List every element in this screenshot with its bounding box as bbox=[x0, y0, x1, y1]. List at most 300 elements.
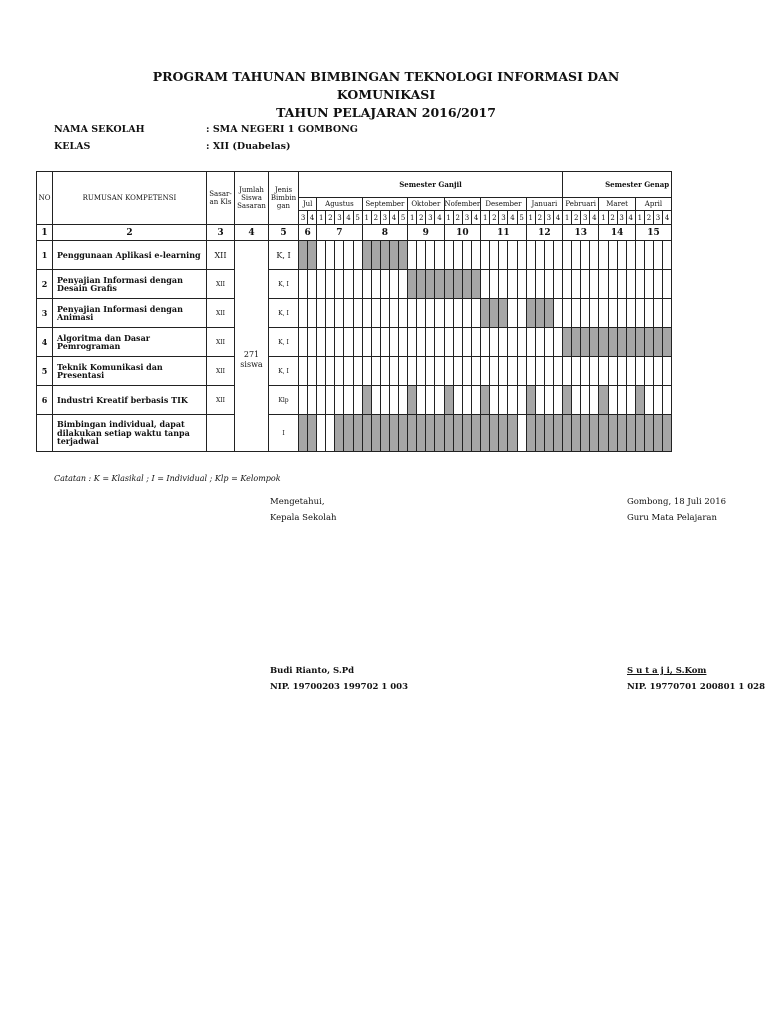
schedule-cell bbox=[608, 270, 617, 299]
month-column-number: 11 bbox=[481, 225, 526, 241]
schedule-cell bbox=[444, 241, 453, 270]
month-column-number: 12 bbox=[526, 225, 562, 241]
schedule-cell bbox=[399, 241, 408, 270]
schedule-cell bbox=[481, 270, 490, 299]
schedule-cell bbox=[389, 415, 398, 452]
schedule-cell bbox=[635, 328, 644, 357]
schedule-cell bbox=[590, 270, 599, 299]
schedule-cell bbox=[353, 386, 362, 415]
schedule-cell bbox=[572, 241, 581, 270]
schedule-cell bbox=[535, 299, 544, 328]
week-number: 5 bbox=[517, 211, 526, 225]
schedule-cell bbox=[362, 241, 371, 270]
row-no: 3 bbox=[37, 299, 53, 328]
schedule-cell bbox=[553, 328, 562, 357]
schedule-cell bbox=[380, 328, 389, 357]
sign-left-line2: Kepala Sekolah bbox=[270, 513, 337, 523]
row-kelas: XII bbox=[207, 357, 235, 386]
schedule-cell bbox=[626, 386, 635, 415]
week-number: 1 bbox=[317, 211, 326, 225]
schedule-cell bbox=[635, 270, 644, 299]
schedule-cell bbox=[535, 241, 544, 270]
schedule-cell bbox=[462, 270, 471, 299]
row-kompetensi: Bimbingan individual, dapat dilakukan setiap waktu tanpa terjadwal bbox=[53, 415, 207, 452]
row-no: 6 bbox=[37, 386, 53, 415]
row-kelas bbox=[207, 415, 235, 452]
program-table bbox=[36, 171, 672, 452]
schedule-cell bbox=[399, 415, 408, 452]
schedule-cell bbox=[526, 415, 535, 452]
schedule-cell bbox=[389, 270, 398, 299]
schedule-cell bbox=[435, 328, 444, 357]
week-number: 3 bbox=[544, 211, 553, 225]
schedule-cell bbox=[635, 241, 644, 270]
schedule-cell bbox=[653, 299, 662, 328]
month-header: Januari bbox=[526, 198, 562, 211]
month-column-number: 9 bbox=[408, 225, 444, 241]
sign-right-name: S u t a j i, S.Kom bbox=[627, 666, 707, 676]
jumlah-siswa: 271 siswa bbox=[235, 270, 269, 452]
schedule-cell bbox=[417, 357, 426, 386]
header-sasaran: Sasar-an Kls bbox=[207, 172, 235, 225]
week-number: 2 bbox=[644, 211, 653, 225]
schedule-cell bbox=[644, 415, 653, 452]
row-jenis: K, I bbox=[269, 328, 299, 357]
header-kompetensi: RUMUSAN KOMPETENSI bbox=[53, 172, 207, 225]
schedule-cell bbox=[362, 270, 371, 299]
schedule-cell bbox=[299, 328, 308, 357]
schedule-cell bbox=[344, 386, 353, 415]
schedule-cell bbox=[426, 386, 435, 415]
week-number: 1 bbox=[526, 211, 535, 225]
schedule-cell bbox=[380, 299, 389, 328]
week-number: 4 bbox=[308, 211, 317, 225]
schedule-cell bbox=[371, 270, 380, 299]
schedule-cell bbox=[590, 386, 599, 415]
schedule-cell bbox=[408, 299, 417, 328]
schedule-cell bbox=[517, 241, 526, 270]
schedule-cell bbox=[299, 241, 308, 270]
schedule-cell bbox=[644, 270, 653, 299]
schedule-cell bbox=[481, 386, 490, 415]
week-number: 5 bbox=[399, 211, 408, 225]
schedule-cell bbox=[663, 241, 672, 270]
schedule-cell bbox=[326, 299, 335, 328]
schedule-cell bbox=[563, 386, 572, 415]
month-column-number: 10 bbox=[444, 225, 481, 241]
schedule-cell bbox=[408, 357, 417, 386]
schedule-cell bbox=[335, 241, 344, 270]
schedule-cell bbox=[508, 386, 517, 415]
schedule-cell bbox=[644, 386, 653, 415]
schedule-cell bbox=[426, 241, 435, 270]
schedule-cell bbox=[517, 328, 526, 357]
schedule-cell bbox=[435, 270, 444, 299]
row-kompetensi: Penyajian Informasi dengan Desain Grafis bbox=[53, 270, 207, 299]
schedule-cell bbox=[563, 299, 572, 328]
week-number: 1 bbox=[444, 211, 453, 225]
header-semester-ganjil: Semester Ganjil bbox=[299, 172, 563, 198]
schedule-cell bbox=[453, 270, 462, 299]
schedule-cell bbox=[389, 386, 398, 415]
week-number: 2 bbox=[371, 211, 380, 225]
schedule-cell bbox=[581, 415, 590, 452]
schedule-cell bbox=[435, 299, 444, 328]
schedule-cell bbox=[626, 241, 635, 270]
schedule-cell bbox=[344, 357, 353, 386]
week-number: 1 bbox=[408, 211, 417, 225]
sign-left-name: Budi Rianto, S.Pd bbox=[270, 666, 355, 676]
info-school bbox=[54, 124, 358, 135]
sign-left-line1: Mengetahui, bbox=[270, 497, 325, 507]
schedule-cell bbox=[371, 241, 380, 270]
schedule-cell bbox=[435, 386, 444, 415]
week-number: 2 bbox=[417, 211, 426, 225]
schedule-cell bbox=[380, 270, 389, 299]
schedule-cell bbox=[444, 299, 453, 328]
row-kompetensi: Penggunaan Aplikasi e-learning bbox=[53, 241, 207, 270]
row-no: 4 bbox=[37, 328, 53, 357]
schedule-cell bbox=[563, 270, 572, 299]
schedule-cell bbox=[308, 241, 317, 270]
schedule-cell bbox=[526, 328, 535, 357]
schedule-cell bbox=[663, 270, 672, 299]
schedule-cell bbox=[608, 386, 617, 415]
week-number: 3 bbox=[653, 211, 662, 225]
schedule-cell bbox=[563, 357, 572, 386]
schedule-cell bbox=[371, 299, 380, 328]
schedule-cell bbox=[490, 270, 499, 299]
schedule-cell bbox=[380, 357, 389, 386]
info-school-value: : SMA NEGERI 1 GOMBONG bbox=[206, 124, 358, 135]
row-jenis: K, I bbox=[269, 357, 299, 386]
month-column-number: 15 bbox=[635, 225, 671, 241]
schedule-cell bbox=[553, 299, 562, 328]
schedule-cell bbox=[326, 270, 335, 299]
schedule-cell bbox=[399, 328, 408, 357]
schedule-cell bbox=[608, 357, 617, 386]
schedule-cell bbox=[326, 357, 335, 386]
schedule-cell bbox=[626, 328, 635, 357]
month-column-number: 7 bbox=[317, 225, 362, 241]
schedule-cell bbox=[590, 415, 599, 452]
schedule-cell bbox=[444, 386, 453, 415]
sign-right-line2: Guru Mata Pelajaran bbox=[627, 513, 717, 523]
schedule-cell bbox=[517, 415, 526, 452]
schedule-cell bbox=[517, 270, 526, 299]
schedule-cell bbox=[553, 415, 562, 452]
schedule-cell bbox=[608, 328, 617, 357]
month-header: Oktober bbox=[408, 198, 444, 211]
row-kompetensi: Teknik Komunikasi dan Presentasi bbox=[53, 357, 207, 386]
schedule-cell bbox=[508, 328, 517, 357]
month-header: Maret bbox=[599, 198, 635, 211]
schedule-cell bbox=[599, 415, 608, 452]
schedule-cell bbox=[663, 328, 672, 357]
schedule-cell bbox=[653, 328, 662, 357]
schedule-cell bbox=[490, 386, 499, 415]
schedule-cell bbox=[608, 299, 617, 328]
schedule-cell bbox=[635, 386, 644, 415]
week-number: 3 bbox=[380, 211, 389, 225]
schedule-cell bbox=[553, 357, 562, 386]
schedule-cell bbox=[317, 386, 326, 415]
schedule-cell bbox=[490, 415, 499, 452]
schedule-cell bbox=[462, 357, 471, 386]
schedule-cell bbox=[572, 386, 581, 415]
week-number: 4 bbox=[508, 211, 517, 225]
schedule-cell bbox=[544, 270, 553, 299]
schedule-cell bbox=[663, 299, 672, 328]
month-column-number: 8 bbox=[362, 225, 407, 241]
schedule-cell bbox=[544, 241, 553, 270]
row-no: 2 bbox=[37, 270, 53, 299]
schedule-cell bbox=[626, 299, 635, 328]
signature-right-name bbox=[627, 663, 765, 695]
schedule-cell bbox=[426, 357, 435, 386]
schedule-cell bbox=[453, 241, 462, 270]
week-number: 3 bbox=[499, 211, 508, 225]
schedule-cell bbox=[553, 241, 562, 270]
schedule-cell bbox=[299, 386, 308, 415]
schedule-cell bbox=[389, 241, 398, 270]
schedule-cell bbox=[453, 357, 462, 386]
schedule-cell bbox=[417, 241, 426, 270]
schedule-cell bbox=[344, 270, 353, 299]
schedule-cell bbox=[644, 241, 653, 270]
schedule-cell bbox=[380, 415, 389, 452]
schedule-cell bbox=[362, 357, 371, 386]
schedule-cell bbox=[572, 415, 581, 452]
schedule-cell bbox=[508, 241, 517, 270]
legend-note: Catatan : K = Klasikal ; I = Individual ; Klp = Kelompok bbox=[54, 474, 281, 483]
schedule-cell bbox=[462, 386, 471, 415]
week-number: 4 bbox=[663, 211, 672, 225]
schedule-cell bbox=[617, 386, 626, 415]
schedule-cell bbox=[408, 270, 417, 299]
header-jumlah: Jumlah Siswa Sasaran bbox=[235, 172, 269, 225]
schedule-cell bbox=[599, 328, 608, 357]
schedule-cell bbox=[490, 241, 499, 270]
month-column-number: 6 bbox=[299, 225, 317, 241]
week-number: 2 bbox=[572, 211, 581, 225]
table-row bbox=[37, 386, 672, 415]
month-header: Agustus bbox=[317, 198, 362, 211]
month-header: Nofember bbox=[444, 198, 481, 211]
info-class-label: KELAS bbox=[54, 141, 91, 152]
schedule-cell bbox=[472, 357, 481, 386]
schedule-cell bbox=[590, 299, 599, 328]
schedule-cell bbox=[371, 386, 380, 415]
schedule-cell bbox=[417, 270, 426, 299]
title-line-2: TAHUN PELAJARAN 2016/2017 bbox=[276, 105, 496, 120]
sign-left-nip: NIP. 19700203 199702 1 003 bbox=[270, 682, 408, 692]
schedule-cell bbox=[499, 386, 508, 415]
schedule-cell bbox=[590, 357, 599, 386]
schedule-cell bbox=[353, 299, 362, 328]
schedule-cell bbox=[299, 357, 308, 386]
schedule-cell bbox=[426, 299, 435, 328]
table-row bbox=[37, 241, 672, 270]
schedule-cell bbox=[490, 328, 499, 357]
schedule-cell bbox=[544, 386, 553, 415]
schedule-cell bbox=[399, 299, 408, 328]
schedule-cell bbox=[389, 328, 398, 357]
schedule-cell bbox=[508, 357, 517, 386]
schedule-cell bbox=[581, 357, 590, 386]
schedule-cell bbox=[299, 415, 308, 452]
schedule-cell bbox=[317, 415, 326, 452]
schedule-cell bbox=[590, 241, 599, 270]
week-number: 3 bbox=[299, 211, 308, 225]
row-no: 1 bbox=[37, 241, 53, 270]
schedule-cell bbox=[653, 270, 662, 299]
schedule-cell bbox=[563, 328, 572, 357]
schedule-cell bbox=[526, 270, 535, 299]
schedule-cell bbox=[653, 357, 662, 386]
schedule-cell bbox=[599, 299, 608, 328]
row-no: 5 bbox=[37, 357, 53, 386]
schedule-cell bbox=[308, 328, 317, 357]
week-number: 4 bbox=[344, 211, 353, 225]
schedule-cell bbox=[608, 241, 617, 270]
schedule-cell bbox=[572, 357, 581, 386]
schedule-cell bbox=[362, 328, 371, 357]
week-number: 1 bbox=[599, 211, 608, 225]
schedule-cell bbox=[653, 415, 662, 452]
schedule-cell bbox=[581, 299, 590, 328]
schedule-cell bbox=[635, 357, 644, 386]
week-number: 4 bbox=[590, 211, 599, 225]
schedule-cell bbox=[526, 357, 535, 386]
schedule-cell bbox=[326, 386, 335, 415]
info-class-value: : XII (Duabelas) bbox=[206, 141, 291, 152]
schedule-cell bbox=[572, 328, 581, 357]
week-number: 1 bbox=[481, 211, 490, 225]
schedule-cell bbox=[444, 270, 453, 299]
schedule-cell bbox=[326, 328, 335, 357]
schedule-cell bbox=[517, 357, 526, 386]
schedule-cell bbox=[444, 357, 453, 386]
schedule-cell bbox=[335, 328, 344, 357]
schedule-cell bbox=[663, 386, 672, 415]
schedule-cell bbox=[353, 415, 362, 452]
schedule-cell bbox=[490, 357, 499, 386]
schedule-cell bbox=[326, 241, 335, 270]
schedule-cell bbox=[635, 415, 644, 452]
schedule-cell bbox=[344, 415, 353, 452]
schedule-cell bbox=[599, 270, 608, 299]
schedule-cell bbox=[617, 241, 626, 270]
schedule-cell bbox=[481, 328, 490, 357]
month-header: Desember bbox=[481, 198, 526, 211]
row-jenis: K, I bbox=[269, 270, 299, 299]
document-title bbox=[0, 68, 768, 122]
schedule-cell bbox=[317, 241, 326, 270]
schedule-cell bbox=[417, 328, 426, 357]
week-number: 2 bbox=[453, 211, 462, 225]
schedule-cell bbox=[371, 328, 380, 357]
schedule-cell bbox=[453, 386, 462, 415]
schedule-cell bbox=[535, 328, 544, 357]
schedule-cell bbox=[535, 357, 544, 386]
schedule-cell bbox=[462, 299, 471, 328]
schedule-cell bbox=[644, 328, 653, 357]
schedule-cell bbox=[335, 415, 344, 452]
schedule-cell bbox=[444, 415, 453, 452]
schedule-cell bbox=[408, 241, 417, 270]
week-number: 1 bbox=[362, 211, 371, 225]
row-jenis: K, I bbox=[269, 241, 299, 270]
schedule-cell bbox=[353, 328, 362, 357]
info-class bbox=[54, 141, 290, 152]
schedule-cell bbox=[308, 357, 317, 386]
schedule-cell bbox=[317, 328, 326, 357]
schedule-cell bbox=[481, 357, 490, 386]
schedule-cell bbox=[499, 328, 508, 357]
schedule-cell bbox=[299, 270, 308, 299]
schedule-cell bbox=[435, 357, 444, 386]
schedule-cell bbox=[435, 241, 444, 270]
schedule-cell bbox=[335, 299, 344, 328]
schedule-cell bbox=[417, 299, 426, 328]
schedule-cell bbox=[462, 415, 471, 452]
column-number: 3 bbox=[207, 225, 235, 241]
schedule-cell bbox=[362, 299, 371, 328]
schedule-cell bbox=[626, 357, 635, 386]
week-number: 4 bbox=[553, 211, 562, 225]
week-number: 3 bbox=[617, 211, 626, 225]
schedule-cell bbox=[544, 415, 553, 452]
week-number: 2 bbox=[326, 211, 335, 225]
week-number: 5 bbox=[353, 211, 362, 225]
schedule-cell bbox=[663, 415, 672, 452]
schedule-cell bbox=[581, 328, 590, 357]
schedule-cell bbox=[472, 270, 481, 299]
row-kelas: XII bbox=[207, 270, 235, 299]
signature-left-header bbox=[270, 494, 337, 526]
schedule-cell bbox=[544, 328, 553, 357]
week-number: 4 bbox=[389, 211, 398, 225]
schedule-cell bbox=[644, 299, 653, 328]
month-header: Jul bbox=[299, 198, 317, 211]
schedule-cell bbox=[462, 241, 471, 270]
schedule-cell bbox=[499, 415, 508, 452]
schedule-cell bbox=[417, 415, 426, 452]
schedule-cell bbox=[508, 299, 517, 328]
schedule-cell bbox=[581, 386, 590, 415]
schedule-cell bbox=[435, 415, 444, 452]
month-header: Pebruari bbox=[563, 198, 599, 211]
schedule-cell bbox=[581, 270, 590, 299]
row-no bbox=[37, 415, 53, 452]
week-number: 4 bbox=[626, 211, 635, 225]
schedule-cell bbox=[535, 386, 544, 415]
schedule-cell bbox=[308, 270, 317, 299]
schedule-cell bbox=[499, 270, 508, 299]
schedule-cell bbox=[617, 415, 626, 452]
schedule-cell bbox=[499, 241, 508, 270]
schedule-cell bbox=[453, 299, 462, 328]
schedule-cell bbox=[544, 299, 553, 328]
schedule-cell bbox=[380, 386, 389, 415]
header-no: NO bbox=[37, 172, 53, 225]
table-row bbox=[37, 328, 672, 357]
schedule-cell bbox=[399, 386, 408, 415]
schedule-cell bbox=[462, 328, 471, 357]
schedule-cell bbox=[617, 357, 626, 386]
week-number: 4 bbox=[472, 211, 481, 225]
